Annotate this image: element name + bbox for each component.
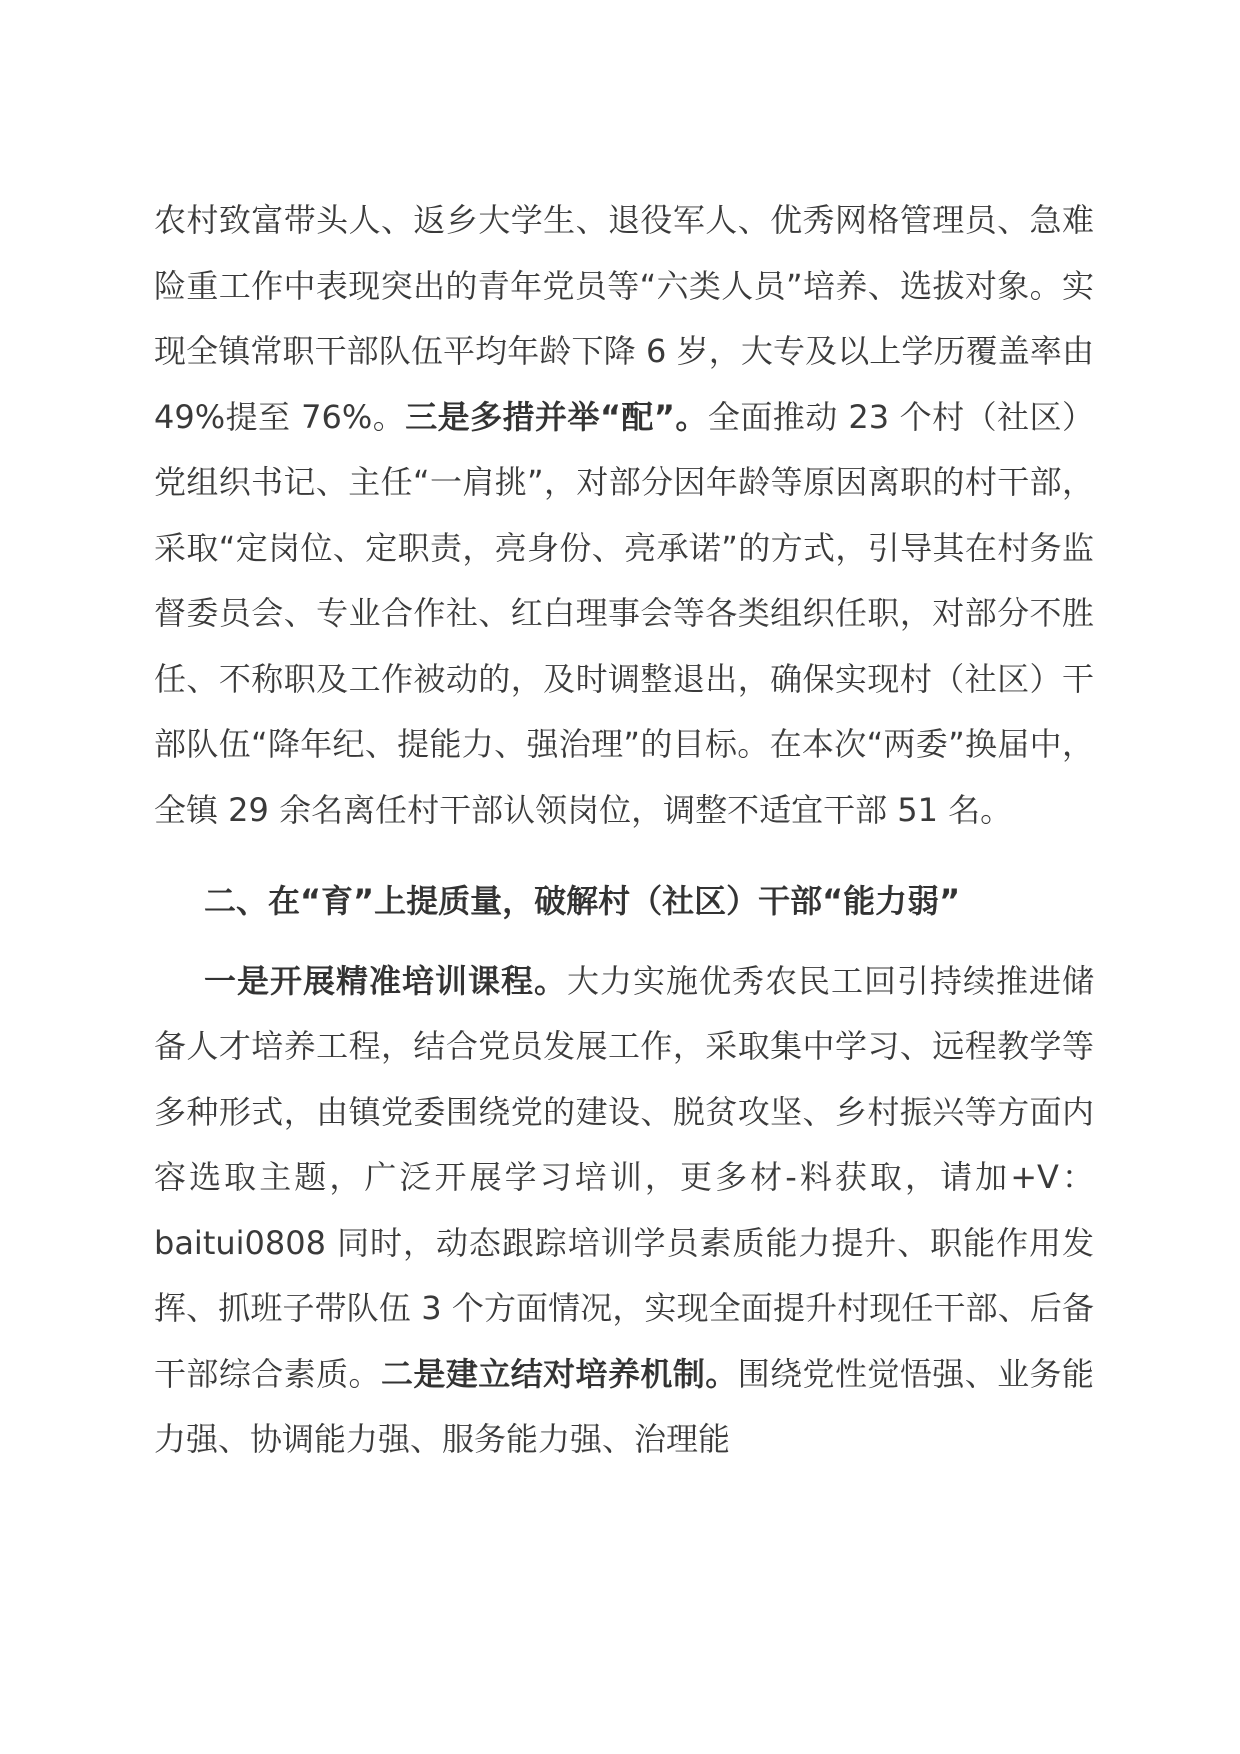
paragraph-text: 大力实施优秀农民工回引持续推进储备人才培养工程，结合党员发展工作，采取集中学习、远程教学等多种形式，由镇党委围绕党的建设、脱贫攻坚、乡村振兴等方面内容选取主题，广泛开展学习培训，更多材-料获取，请加+V：baitui0808 同时，动态跟踪培训学员素质能力提升、职能作用发挥、抓班子带队伍 3 个方面情况，实现全面提升村现任干部、后备干部综合素质。 xyxy=(154,961,1094,1393)
paragraph-text: 农村致富带头人、返乡大学生、退役军人、优秀网格管理员、急难险重工作中表现突出的青年党员等“六类人员”培养、选拔对象。实现全镇常职干部队伍平均年龄下降 6 岁，大专及以上学历覆盖率由 49%提至 76%。 xyxy=(154,201,1094,436)
paragraph-text: 围绕党性觉悟强、业务能力强、协调能力强、服务能力强、治理能 xyxy=(154,1354,1094,1458)
document-page xyxy=(154,188,1094,1473)
bold-lead-phrase: 二是建立结对培养机制。 xyxy=(381,1354,738,1393)
paragraph-text: 全面推动 23 个村（社区）党组织书记、主任“一肩挑”，对部分因年龄等原因离职的村干部，采取“定岗位、定职责，亮身份、亮承诺”的方式，引导其在村务监督委员会、专业合作社、红白理事会等各类组织任职，对部分不胜任、不称职及工作被动的，及时调整退出，确保实现村（社区）干部队伍“降年纪、提能力、强治理”的目标。在本次“两委”换届中，全镇 29 余名离任村干部认领岗位，调整不适宜干部 51 名。 xyxy=(154,397,1094,829)
bold-lead-phrase: 一是开展精准培训课程。 xyxy=(204,961,567,1000)
paragraph-continuation xyxy=(154,188,1094,843)
paragraph-body xyxy=(154,949,1094,1473)
bold-lead-phrase: 三是多措并举“配”。 xyxy=(405,397,708,436)
section-heading: 二、在“育”上提质量，破解村（社区）干部“能力弱” xyxy=(204,882,961,920)
